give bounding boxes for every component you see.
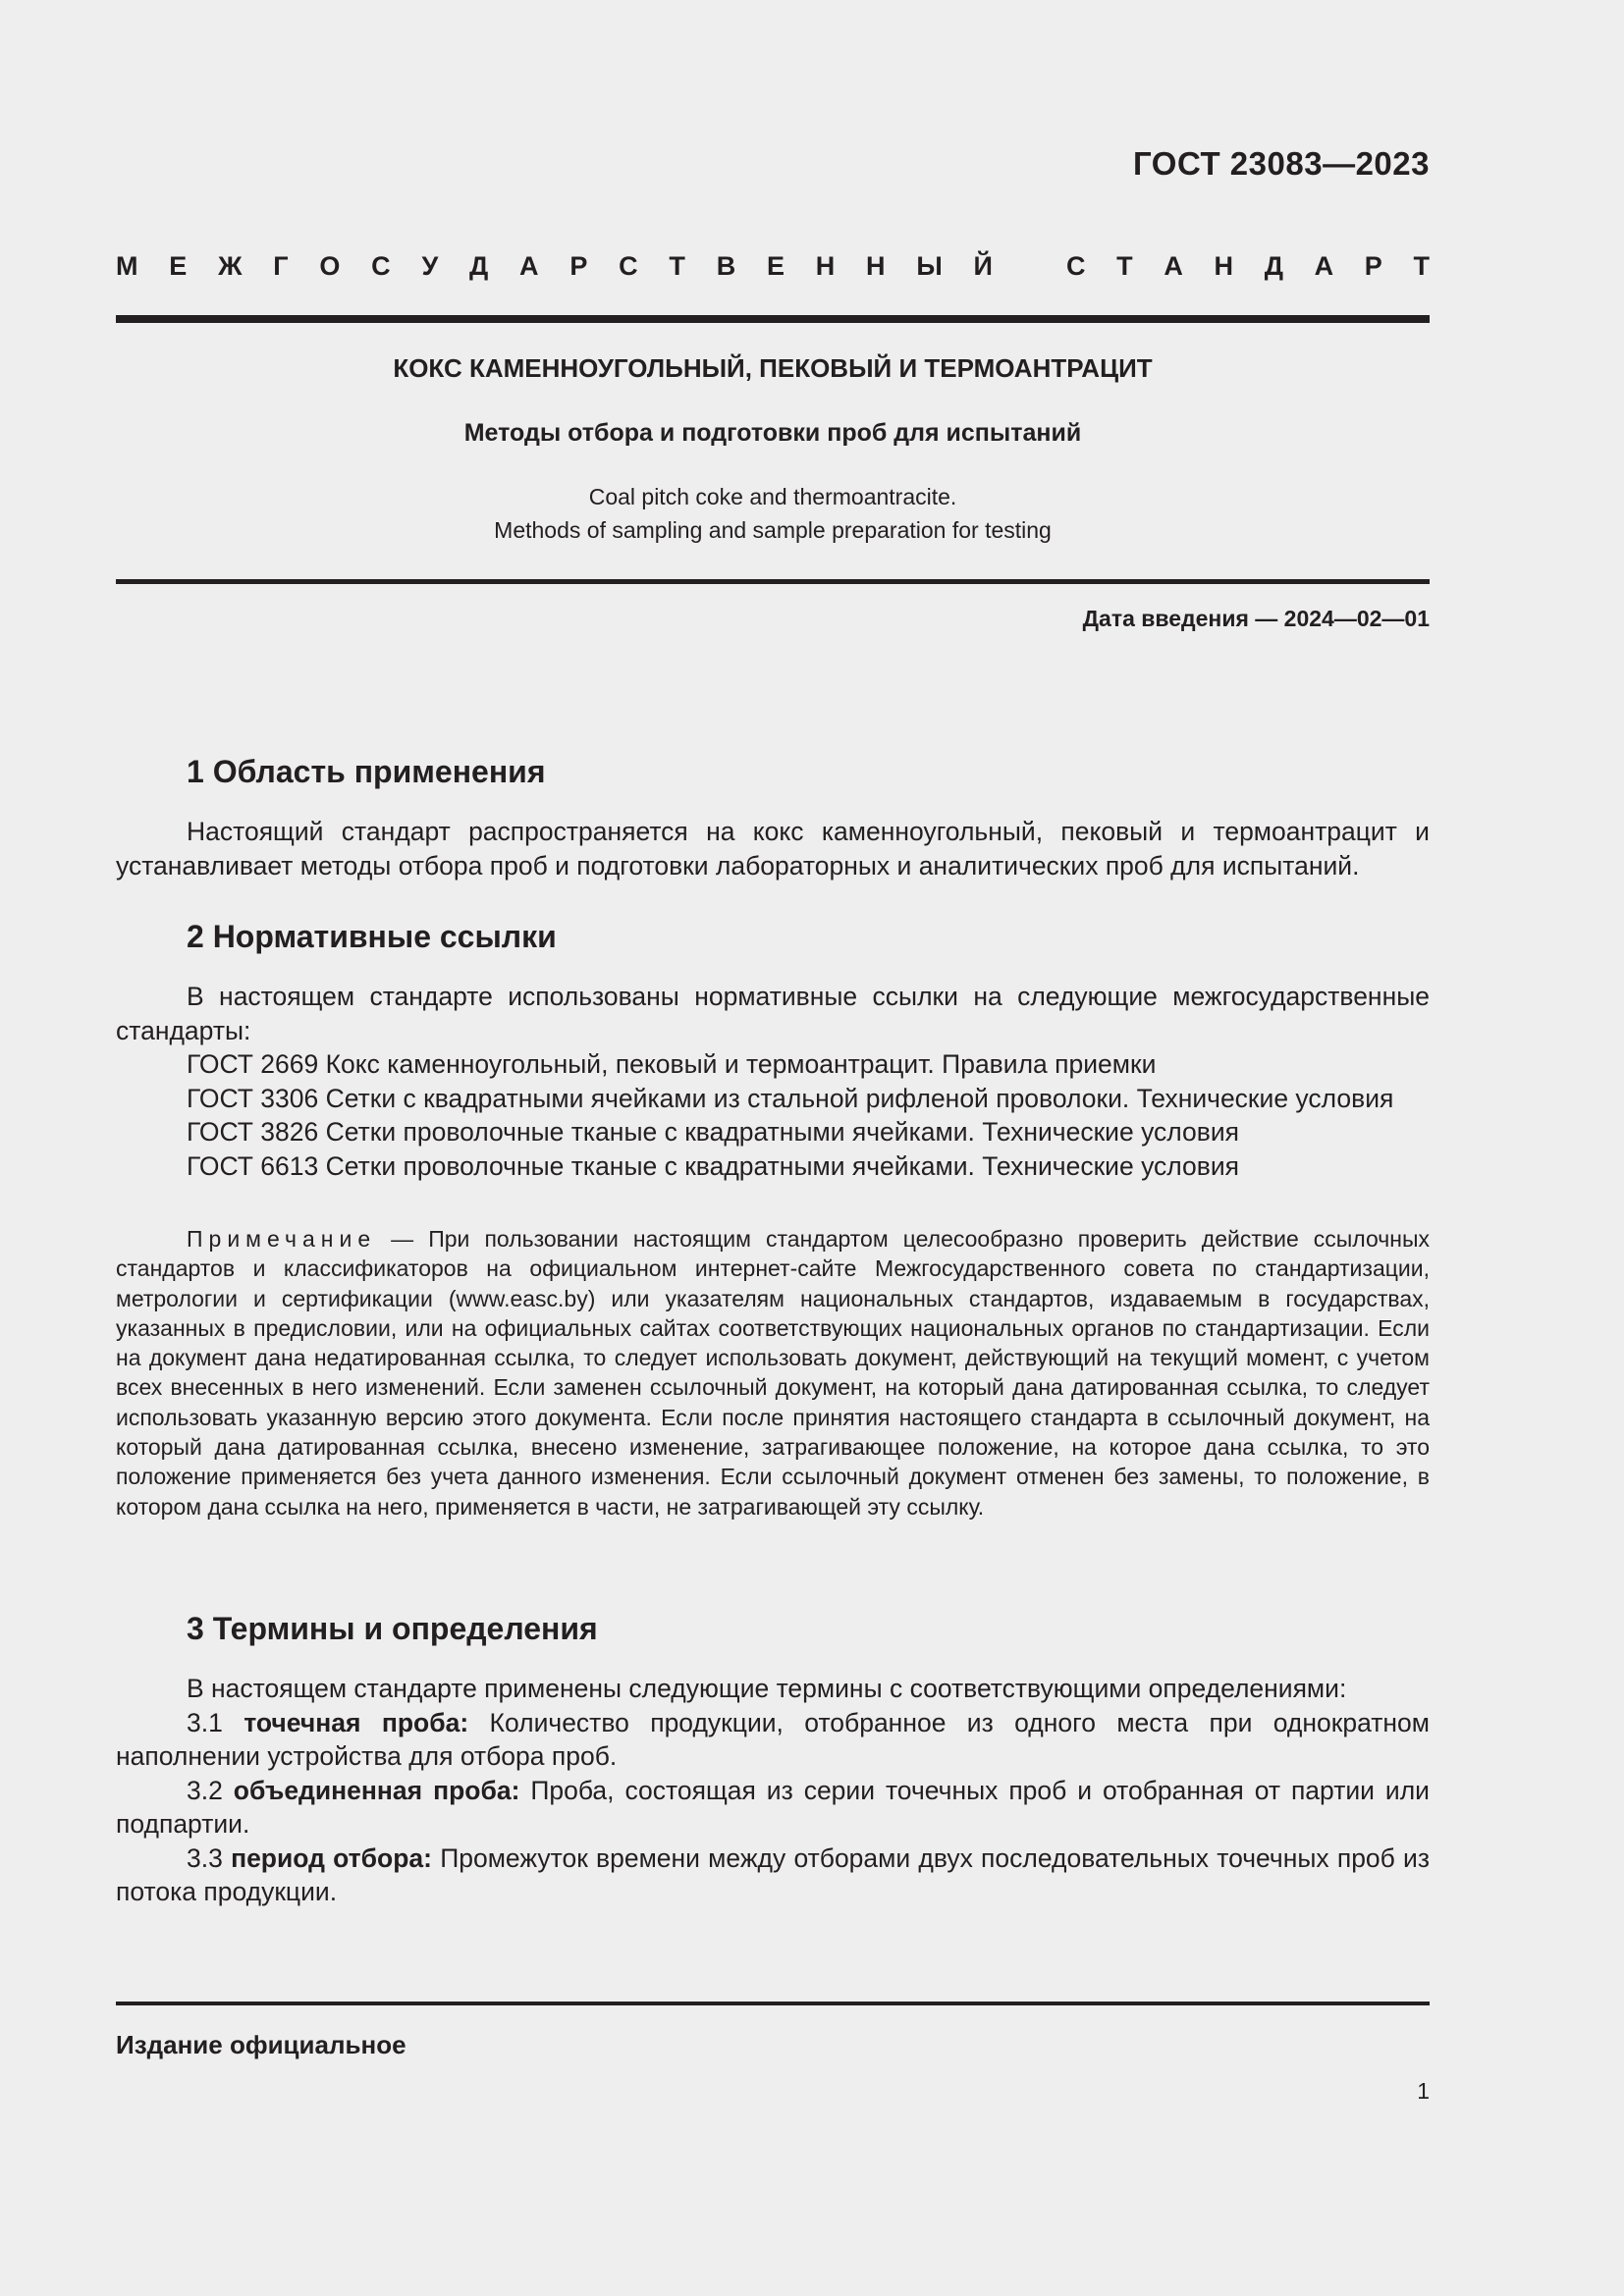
spaced-letter: Е: [766, 251, 785, 281]
spaced-letter: Н: [866, 251, 886, 281]
doc-subtitle: Методы отбора и подготовки проб для испытаний: [463, 419, 1082, 447]
en-title-line2: Methods of sampling and sample preparation for testing: [494, 517, 1052, 543]
spaced-letter: А: [519, 251, 539, 281]
spaced-letter: Т: [669, 251, 685, 281]
spaced-letter: Й: [973, 251, 993, 281]
term-definition: Количество продукции, отобранное из одного места при однократном наполнении устройства для отбора проб.: [116, 1707, 1430, 1771]
spaced-letter: Е: [169, 251, 188, 281]
spaced-letter: Р: [1364, 251, 1382, 281]
spaced-letter: Д: [1264, 251, 1283, 281]
section2-intro: В настоящем стандарте использованы нормативные ссылки на следующие межгосударственные стандарты:: [116, 982, 1430, 1045]
section3-intro: В настоящем стандарте применены следующие термины с соответствующими определениями:: [187, 1674, 1347, 1703]
ref-item: ГОСТ 6613 Сетки проволочные тканые с квадратными ячейками. Технические условия: [187, 1150, 1239, 1181]
spaced-letter: В: [716, 251, 736, 281]
footer-rule: [116, 2002, 1430, 2005]
standard-type: [116, 251, 1430, 282]
document-page: [116, 0, 1430, 2296]
term-definition: Промежуток времени между отборами двух последовательных точечных проб из потока продукции.: [116, 1842, 1431, 1906]
section1-text: Настоящий стандарт распространяется на кокс каменноугольный, пековый и термоантрацит и устанавливает методы отбора проб и подготовки лабораторных и аналитических проб для испытаний.: [116, 817, 1430, 881]
term-number: 3.1: [187, 1707, 223, 1737]
note-text: — При пользовании настоящим стандартом целесообразно проверить действие ссылочных стандартов и классификаторов на официальном интернет-сайте Межгосударственного совета по стандартизации, метрологии и сертификации (www.easc.by) или указателям национальных стандартов, издаваемым в государствах, указанных в предисловии, или на официальных сайтах соответствующих национальных органов по стандартизации. Если на документ дана недатированная ссылка, то следует использовать документ, действующий на текущий момент, с учетом всех внесенных в него изменений. Если заменен ссылочный документ, на который дана датированная ссылка, то следует использовать указанную версию этого документа. Если после принятия настоящего стандарта в ссылочный документ, на который дана датированная ссылка, внесено изменение, затрагивающее положение, на которое дана ссылка, то это положение применяется без учета данного изменения. Если ссылочный документ отменен без замены, то положение, в котором дана ссылка на него, применяется в части, не затрагивающей эту ссылку.: [116, 1226, 1430, 1520]
spaced-letter: Н: [815, 251, 836, 281]
title-rule: [116, 579, 1430, 584]
standard-type-word1: [116, 251, 993, 282]
term-name: период отбора:: [231, 1842, 432, 1873]
note-paragraph: [116, 1224, 1430, 1522]
spaced-letter: С: [1066, 251, 1086, 281]
term-item: [116, 1842, 1430, 1909]
spaced-letter: А: [1314, 251, 1334, 281]
spaced-letter: Р: [569, 251, 588, 281]
spaced-letter: Д: [469, 251, 489, 281]
spaced-letter: С: [371, 251, 391, 281]
page-number: 1: [1417, 2078, 1430, 2104]
ref-item: ГОСТ 3826 Сетки проволочные тканые с квадратными ячейками. Технические условия: [187, 1117, 1239, 1147]
standard-type-word2: [1066, 251, 1430, 282]
section2-heading: 2 Нормативные ссылки: [187, 919, 557, 954]
spaced-letter: О: [319, 251, 341, 281]
doc-number: ГОСТ 23083—2023: [1133, 145, 1430, 182]
term-number: 3.3: [187, 1842, 223, 1873]
spaced-letter: Ы: [916, 251, 943, 281]
edition-label: Издание официальное: [116, 2030, 406, 2059]
spaced-letter: Ж: [218, 251, 243, 281]
section3-body: [116, 1672, 1430, 1909]
spaced-letter: Н: [1214, 251, 1234, 281]
section3-heading: 3 Термины и определения: [187, 1611, 598, 1646]
section1-body: [116, 815, 1430, 882]
en-title-line1: Coal pitch coke and thermoantracite.: [588, 484, 957, 509]
spaced-letter: А: [1164, 251, 1183, 281]
term-item: [116, 1706, 1430, 1774]
spaced-letter: С: [619, 251, 638, 281]
doc-title-english: [116, 480, 1430, 547]
note-label: Примечание: [187, 1226, 377, 1252]
section2-body: [116, 980, 1430, 1183]
header-rule: [116, 315, 1430, 323]
spaced-letter: М: [116, 251, 138, 281]
section1-heading: 1 Область применения: [187, 754, 546, 789]
term-name: объединенная проба:: [233, 1775, 520, 1805]
spaced-letter: Т: [1116, 251, 1133, 281]
ref-item: ГОСТ 2669 Кокс каменноугольный, пековый и термоантрацит. Правила приемки: [187, 1049, 1157, 1079]
note-block: [116, 1224, 1430, 1522]
spaced-letter: Г: [273, 251, 289, 281]
term-item: [116, 1774, 1430, 1842]
term-name: точечная проба:: [244, 1707, 469, 1737]
term-definition: Проба, состоящая из серии точечных проб и отобранная от партии или подпартии.: [116, 1775, 1430, 1839]
spaced-letter: У: [421, 251, 439, 281]
ref-item: ГОСТ 3306 Сетки с квадратными ячейками из стальной рифленой проволоки. Технические условия: [187, 1083, 1394, 1113]
spaced-letter: Т: [1413, 251, 1430, 281]
term-number: 3.2: [187, 1775, 223, 1805]
doc-title: КОКС КАМЕННОУГОЛЬНЫЙ, ПЕКОВЫЙ И ТЕРМОАНТРАЦИТ: [393, 353, 1153, 383]
effective-date: Дата введения — 2024—02—01: [1082, 606, 1430, 631]
